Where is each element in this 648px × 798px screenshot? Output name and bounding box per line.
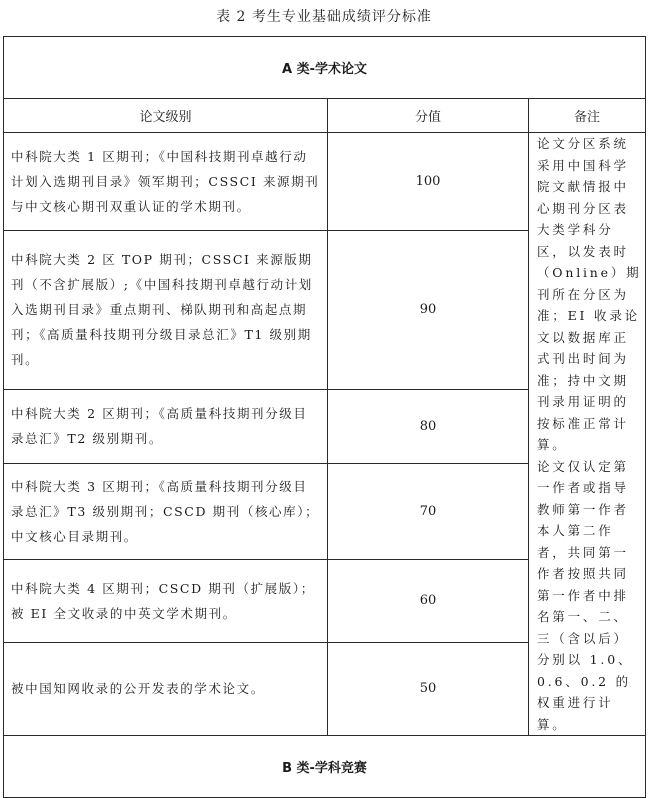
column-header-remark: 备注 [529,99,646,133]
remark-paragraph-partition: 论文分区系统采用中国科学院文献情报中心期刊分区表大类学科分区，以发表时（Online）期刊所在分区为准；EI 收录论文以数据库正式刊出时间为准；持中文期刊录用证明的按标准正常计算。 [537,136,642,452]
column-header-level: 论文级别 [4,99,328,133]
level-cell: 中科院大类 2 区期刊；《高质量科技期刊分级目录总汇》T2 级别期刊。 [4,389,328,463]
table-row [4,133,646,231]
score-cell: 50 [328,642,529,735]
table-caption: 表 2 考生专业基础成绩评分标准 [216,9,432,25]
level-cell: 中科院大类 4 区期刊；CSCD 期刊（扩展版）；被 EI 全文收录的中英文学术期刊。 [4,559,328,642]
level-cell: 中科院大类 3 区期刊；《高质量科技期刊分级目录总汇》T3 级别期刊；CSCD 期刊（核心库）；中文核心目录期刊。 [4,464,328,560]
level-cell: 被中国知网收录的公开发表的学术论文。 [4,642,328,735]
column-header-score: 分值 [328,99,529,133]
score-cell: 90 [328,231,529,390]
remark-cell [529,133,646,736]
score-cell: 80 [328,389,529,463]
scoring-standard-table [3,36,646,798]
score-cell: 60 [328,559,529,642]
section-a-heading: A 类-学术论文 [4,37,646,99]
section-b-heading: B 类-学科竞赛 [4,736,646,798]
remark-paragraph-authorship: 论文仅认定第一作者或指导教师第一作者本人第二作者，共同第一作者按照共同第一作者中排名第一、二、三（含以后）分别以 1.0、0.6、0.2 的权重进行计算。 [537,458,634,732]
level-cell: 中科院大类 2 区 TOP 期刊；CSSCI 来源版期刊（不含扩展版）;《中国科技期刊卓越行动计划入选期刊目录》重点期刊、梯队期刊和高起点期刊；《高质量科技期刊分级目录总汇》T1 级别期刊。 [4,231,328,390]
score-cell: 100 [328,133,529,231]
level-cell: 中科院大类 1 区期刊；《中国科技期刊卓越行动计划入选期刊目录》领军期刊；CSSCI 来源期刊与中文核心期刊双重认证的学术期刊。 [4,133,328,231]
score-cell: 70 [328,464,529,560]
